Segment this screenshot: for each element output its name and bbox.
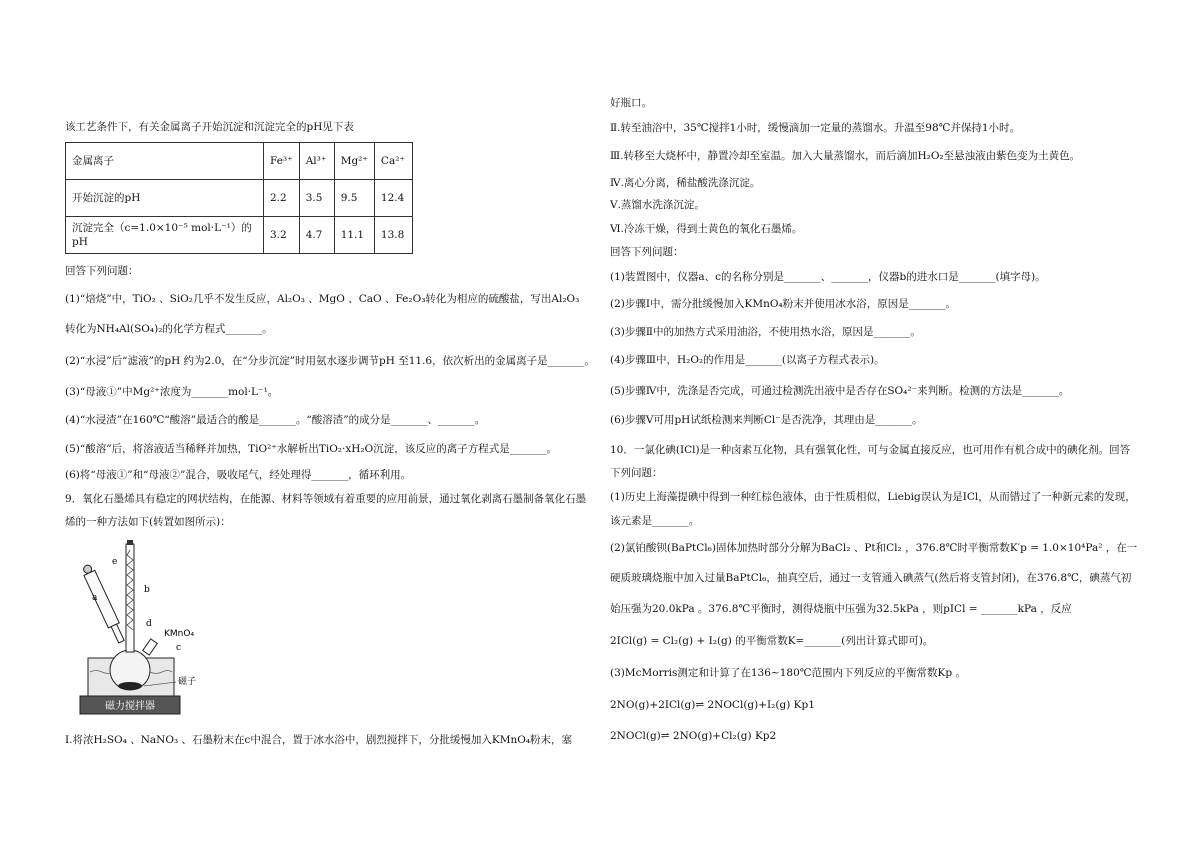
text-line: (2)“水浸”后“滤液”的pH 约为2.0，在“分步沉淀”时用氨水逐步调节pH 至11.6，依次析出的金属离子是_______。 xyxy=(65,355,595,367)
text-line: (1)装置图中，仪器a、c的名称分别是_______、_______，仪器b的进水口是_______(填字母)。 xyxy=(610,271,1046,283)
text-line: 2ICl(g) = Cl₂(g) + I₂(g) 的平衡常数K=_______(列出计算式即可)。 xyxy=(610,635,934,647)
apparatus-figure xyxy=(70,540,240,718)
table-cell: 金属离子 xyxy=(66,143,264,180)
table-cell: Al³⁺ xyxy=(299,143,334,180)
table-header-row xyxy=(66,143,413,180)
table-cell: 开始沉淀的pH xyxy=(66,180,264,217)
table-row xyxy=(66,217,413,254)
text-line: (1)“焙烧”中，TiO₂ 、SiO₂几乎不发生反应，Al₂O₃ 、MgO 、CaO 、Fe₂O₃转化为相应的硫酸盐，写出Al₂O₃ xyxy=(65,293,580,305)
text-line: Ⅴ.蒸馏水洗涤沉淀。 xyxy=(610,199,705,211)
text-line: 2NO(g)+2ICl(g)⇌ 2NOCl(g)+I₂(g) Kp1 xyxy=(610,699,815,711)
metal-ion-ph-table xyxy=(65,142,413,254)
table-cell: 13.8 xyxy=(374,217,412,254)
text-line: (3)McMorris测定和计算了在136~180℃范围内下列反应的平衡常数Kp 。 xyxy=(610,667,966,679)
table-cell: Fe³⁺ xyxy=(264,143,300,180)
text-line: 回答下列问题： xyxy=(65,265,139,277)
text-line: (4)“水浸渣”在160℃“酸溶”最适合的酸是_______。“酸溶渣”的成分是_______、_______。 xyxy=(65,414,486,426)
condenser-top xyxy=(127,540,133,545)
label-c: c xyxy=(176,643,182,653)
text-line: 10．一氯化碘(ICl)是一种卤素互化物，具有强氧化性，可与金属直接反应，也可用作有机合成中的碘化剂。回答 xyxy=(610,444,1131,456)
text-line: 硬质玻璃烧瓶中加入过量BaPtCl₆，抽真空后，通过一支管通入碘蒸气(然后将支管封闭)，在376.8℃，碘蒸气初 xyxy=(610,572,1132,584)
label-kmno4: KMnO₄ xyxy=(164,629,195,639)
text-line: 转化为NH₄Al(SO₄)₂的化学方程式_______。 xyxy=(65,323,273,335)
text-line: (6)将“母液①”和“母液②”混合，吸收尾气，经处理得_______，循环利用。 xyxy=(65,469,412,481)
side-neck xyxy=(143,639,158,655)
text-line: (1)历史上海藻提碘中得到一种红棕色液体，由于性质相似，Liebig误认为是ICl，从而错过了一种新元素的发现， xyxy=(610,491,1136,503)
text-line: 始压强为20.0kPa 。376.8℃平衡时，测得烧瓶中压强为32.5kPa ，则pICl = _______kPa ，反应 xyxy=(610,603,1072,615)
text-line: (6)步骤Ⅴ可用pH试纸检测来判断Cl⁻是否洗净，其理由是_______。 xyxy=(610,414,923,426)
table-row xyxy=(66,180,413,217)
dropping-funnel-a xyxy=(81,563,127,644)
text-line: (5)“酸溶”后，将溶液适当稀释并加热，TiO²⁺水解析出TiO₂·xH₂O沉淀，该反应的离子方程式是_______。 xyxy=(65,443,557,455)
text-line: (5)步骤Ⅳ中，洗涤是否完成，可通过检测洗出液中是否存在SO₄²⁻来判断。检测的方法是_______。 xyxy=(610,385,1070,397)
text-line: 下列问题： xyxy=(610,467,663,479)
table-cell: Ca²⁺ xyxy=(374,143,412,180)
label-e: e xyxy=(112,557,118,567)
label-b: b xyxy=(144,585,150,595)
table-cell: 9.5 xyxy=(334,180,374,217)
text-line: (3)步骤Ⅱ中的加热方式采用油浴，不使用热水浴，原因是_______。 xyxy=(610,326,921,338)
table-cell: 沉淀完全（c=1.0×10⁻⁵ mol·L⁻¹）的pH xyxy=(66,217,264,254)
stirrer-label: 磁力搅拌器 xyxy=(105,701,155,712)
text-line: Ⅲ.转移至大烧杯中，静置冷却至室温。加入大量蒸馏水，而后滴加H₂O₂至悬浊液由紫色变为土黄色。 xyxy=(610,150,1081,162)
text-line: (3)“母液①”中Mg²⁺浓度为_______mol·L⁻¹。 xyxy=(65,386,279,398)
table-cell: 4.7 xyxy=(299,217,334,254)
text-line: (2)步骤Ⅰ中，需分批缓慢加入KMnO₄粉末并使用冰水浴，原因是_______。 xyxy=(610,298,956,310)
table-cell: 11.1 xyxy=(334,217,374,254)
text-line: Ⅵ.冷冻干燥，得到土黄色的氧化石墨烯。 xyxy=(610,223,803,235)
table-cell: 3.5 xyxy=(299,180,334,217)
text-line: Ⅱ.转至油浴中，35℃搅拌1小时，缓慢滴加一定量的蒸馏水。升温至98℃并保持1小时。 xyxy=(610,122,1021,134)
magnet-stir-bar xyxy=(118,682,142,690)
table-cell: 3.2 xyxy=(264,217,300,254)
text-line: 好瓶口。 xyxy=(610,97,652,109)
text-line: 回答下列问题： xyxy=(610,246,684,258)
label-magnet: 磁子 xyxy=(178,677,197,687)
text-line: 2NOCl(g)⇌ 2NO(g)+Cl₂(g) Kp2 xyxy=(610,730,777,742)
text-line: (2)氯铂酸钡(BaPtCl₆)固体加热时部分分解为BaCl₂ 、Pt和Cl₂ ，376.8℃时平衡常数K′p = 1.0×10⁴Pa² ，在一 xyxy=(610,542,1138,554)
text-line: (4)步骤Ⅲ中，H₂O₂的作用是_______(以离子方程式表示)。 xyxy=(610,354,885,366)
table-intro: 该工艺条件下，有关金属离子开始沉淀和沉淀完全的pH见下表 xyxy=(65,121,354,133)
label-d: d xyxy=(146,619,152,629)
text-line: 该元素是_______。 xyxy=(610,515,700,527)
text-line: Ⅳ.离心分离，稀盐酸洗涤沉淀。 xyxy=(610,177,761,189)
table-cell: Mg²⁺ xyxy=(334,143,374,180)
text-line: 烯的一种方法如下(转置如图所示)： xyxy=(65,516,231,528)
text-line: Ⅰ.将浓H₂SO₄ 、NaNO₃ 、石墨粉末在c中混合，置于冰水浴中，剧烈搅拌下，分批缓慢加入KMnO₄粉末，塞 xyxy=(65,734,573,746)
table-cell: 12.4 xyxy=(374,180,412,217)
table-cell: 2.2 xyxy=(264,180,300,217)
label-a: a xyxy=(92,593,98,603)
text-line: 9．氧化石墨烯具有稳定的网状结构，在能源、材料等领域有着重要的应用前景，通过氧化剥离石墨制备氧化石墨 xyxy=(65,493,587,505)
